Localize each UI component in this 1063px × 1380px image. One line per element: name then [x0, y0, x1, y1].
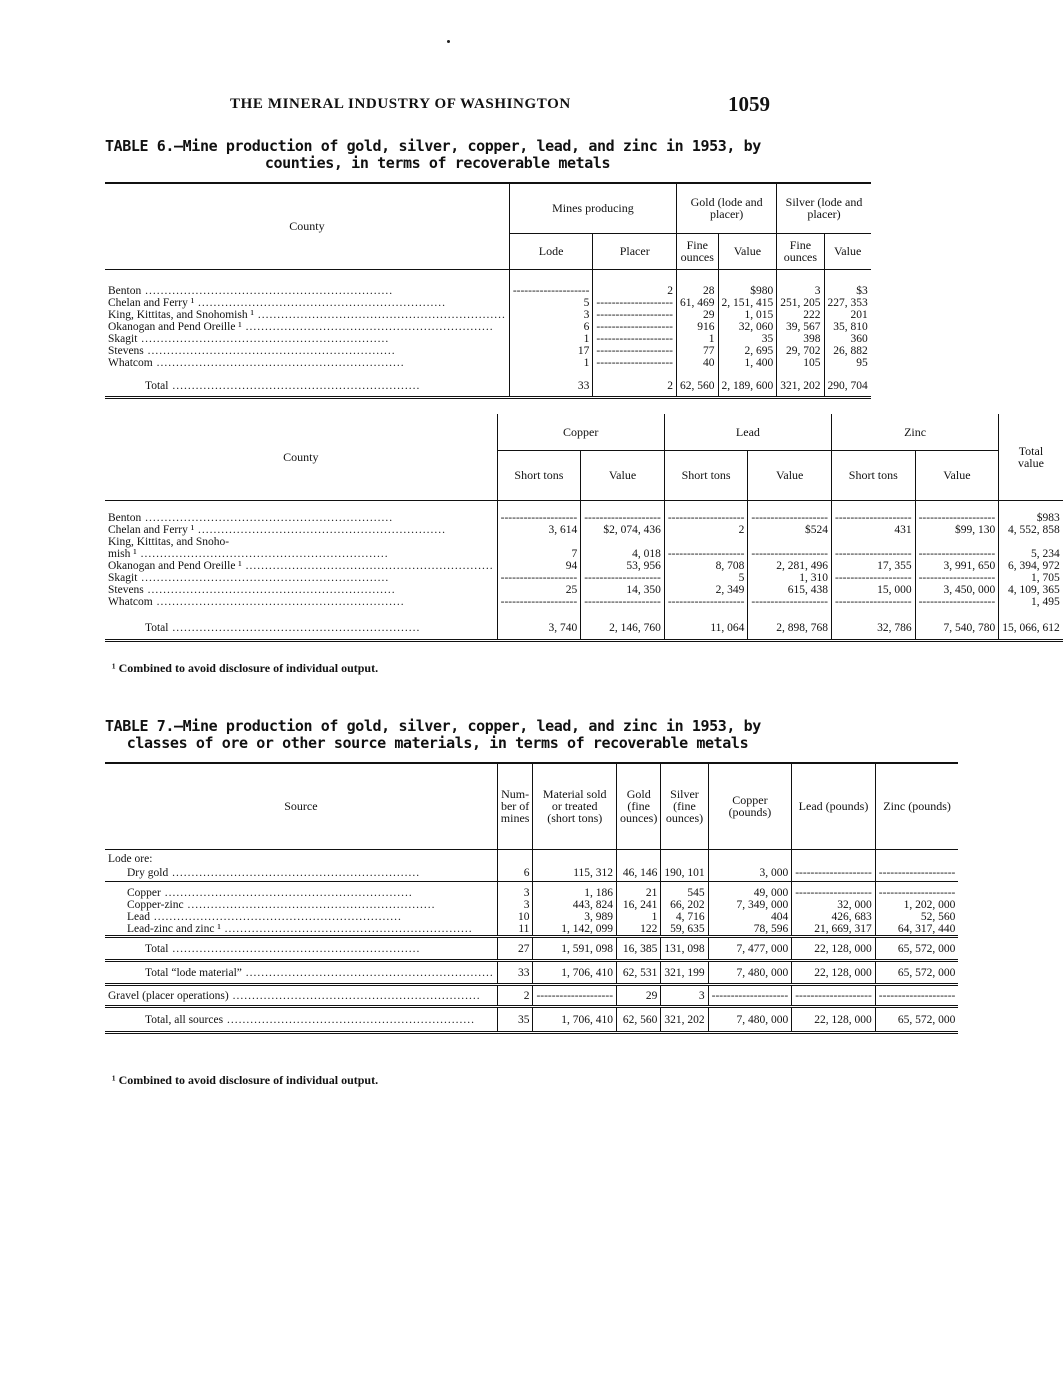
cell-material: 1, 142, 099 — [533, 923, 617, 937]
cell-silver: 59, 635 — [661, 923, 708, 937]
cell-copper — [708, 985, 792, 1007]
cell-gold_oz: 28 — [677, 285, 719, 297]
cell-placer — [593, 333, 677, 345]
table-row — [105, 357, 871, 369]
county-name: Skagit ..... — [105, 572, 497, 584]
cell-pb_value — [748, 596, 832, 608]
cell-silver_value: $3 — [824, 285, 871, 297]
cell-placer — [593, 309, 677, 321]
cell-total: 1, 705 — [999, 572, 1063, 584]
cell-silver_oz: 29, 702 — [777, 345, 824, 357]
total-row — [105, 961, 958, 985]
county-name: Okanogan and Pend Oreille ¹ ..... — [105, 560, 497, 572]
cell-material: 443, 824 — [533, 899, 617, 911]
cell-zn_value — [915, 536, 999, 560]
table6-caption — [105, 138, 770, 172]
cell-zn_tons: 15, 000 — [832, 584, 916, 596]
total-silver-oz: 321, 202 — [777, 377, 824, 397]
county-name: King, Kittitas, and Snohomish ¹ ..... — [105, 309, 509, 321]
cell-gold_value: 1, 015 — [718, 309, 777, 321]
source-name: Total, all sources ..... — [105, 1007, 497, 1033]
cell-gold_value: 32, 060 — [718, 321, 777, 333]
cell-gold: 46, 146 — [617, 865, 661, 881]
cell-pb_value — [748, 512, 832, 524]
cell-gold_value: 2, 151, 415 — [718, 297, 777, 309]
cell-pb_value: 1, 310 — [748, 572, 832, 584]
cell-placer — [593, 321, 677, 333]
table-row — [105, 512, 1063, 524]
cell-silver: 131, 098 — [661, 937, 708, 961]
cell-zn_value — [915, 572, 999, 584]
col-silver-oz: Fine ounces — [777, 233, 824, 269]
cell-total: 1, 495 — [999, 596, 1063, 608]
cell-silver: 190, 101 — [661, 865, 708, 881]
total-label: Total — [145, 622, 169, 635]
table7-caption-line2: classes of ore or other source materials, in terms of recoverable metals — [126, 734, 749, 752]
cell-silver: 3 — [661, 985, 708, 1007]
cell-cu_tons — [497, 572, 581, 584]
cell-zinc: 65, 572, 000 — [875, 1007, 958, 1033]
lode-ore-heading: Lode ore: — [108, 853, 153, 865]
total-zn-value: 7, 540, 780 — [915, 618, 999, 640]
total-row — [105, 937, 958, 961]
county-name: Whatcom ..... — [105, 357, 509, 369]
cell-gold_oz: 29 — [677, 309, 719, 321]
cell-pb_tons: 5 — [664, 572, 748, 584]
cell-silver_value: 360 — [824, 333, 871, 345]
cell-cu_tons: 94 — [497, 560, 581, 572]
total-pb-tons: 11, 064 — [664, 618, 748, 640]
col-silver: Silver (fine ounces) — [661, 763, 708, 849]
table-row — [105, 297, 871, 309]
table-row — [105, 309, 871, 321]
table6-part2-total-row — [105, 618, 1063, 640]
cell-material: 3, 989 — [533, 911, 617, 923]
col-silver: Silver (lode and placer) — [777, 183, 871, 233]
cell-silver_oz: 3 — [777, 285, 824, 297]
cell-gold: 16, 241 — [617, 899, 661, 911]
col-placer: Placer — [593, 233, 677, 269]
county-name: Stevens ..... — [105, 584, 497, 596]
cell-silver_oz: 105 — [777, 357, 824, 369]
cell-lead — [792, 985, 876, 1007]
cell-copper: 7, 480, 000 — [708, 1007, 792, 1033]
cell-lode: 6 — [509, 321, 593, 333]
cell-zinc — [875, 985, 958, 1007]
cell-silver_oz: 39, 567 — [777, 321, 824, 333]
cell-silver: 545 — [661, 887, 708, 899]
cell-silver_value: 95 — [824, 357, 871, 369]
cell-total: 5, 234 — [999, 536, 1063, 560]
col-gold: Gold (lode and placer) — [677, 183, 777, 233]
cell-zinc: 65, 572, 000 — [875, 961, 958, 985]
county-name: King, Kittitas, and Snoho- mish ¹ ..... — [105, 536, 497, 560]
cell-zn_value: $99, 130 — [915, 524, 999, 536]
table-row — [105, 584, 1063, 596]
county-name: Benton ..... — [105, 285, 509, 297]
cell-gold_oz: 916 — [677, 321, 719, 333]
cell-mines: 10 — [497, 911, 533, 923]
cell-gold_value: $980 — [718, 285, 777, 297]
cell-placer — [593, 345, 677, 357]
cell-gold_oz: 40 — [677, 357, 719, 369]
cell-zinc: 1, 202, 000 — [875, 899, 958, 911]
total-total-value: 15, 066, 612 — [999, 618, 1063, 640]
table-row — [105, 572, 1063, 584]
table6-part1-total-row — [105, 377, 871, 397]
col-source: Source — [105, 763, 497, 849]
cell-pb_value: $524 — [748, 524, 832, 536]
cell-zn_tons: 431 — [832, 524, 916, 536]
cell-gold_value: 1, 400 — [718, 357, 777, 369]
cell-pb_tons — [664, 512, 748, 524]
col-gold-value: Value — [718, 233, 777, 269]
cell-gold: 122 — [617, 923, 661, 937]
source-name: Total “lode material” ..... — [105, 961, 497, 985]
cell-copper: 404 — [708, 911, 792, 923]
county-name: Stevens ..... — [105, 345, 509, 357]
running-title: THE MINERAL INDUSTRY OF WASHINGTON — [230, 96, 571, 112]
cell-lead: 22, 128, 000 — [792, 1007, 876, 1033]
cell-pb_tons: 8, 708 — [664, 560, 748, 572]
cell-cu_value: 14, 350 — [581, 584, 665, 596]
col-lead: Lead (pounds) — [792, 763, 876, 849]
total-row — [105, 1007, 958, 1033]
cell-lead — [792, 887, 876, 899]
table-row — [105, 865, 958, 881]
cell-silver_oz: 222 — [777, 309, 824, 321]
total-pb-value: 2, 898, 768 — [748, 618, 832, 640]
table6-part1 — [105, 182, 871, 399]
cell-zn_tons: 17, 355 — [832, 560, 916, 572]
cell-material: 1, 186 — [533, 887, 617, 899]
cell-pb_value: 2, 281, 496 — [748, 560, 832, 572]
cell-lead: 21, 669, 317 — [792, 923, 876, 937]
cell-mines: 6 — [497, 865, 533, 881]
cell-mines: 35 — [497, 1007, 533, 1033]
cell-gold_value: 2, 695 — [718, 345, 777, 357]
cell-lode — [509, 285, 593, 297]
table-row — [105, 285, 871, 297]
cell-copper: 7, 480, 000 — [708, 961, 792, 985]
cell-lead: 22, 128, 000 — [792, 937, 876, 961]
table-row — [105, 333, 871, 345]
cell-cu_tons: 3, 614 — [497, 524, 581, 536]
cell-zinc — [875, 887, 958, 899]
cell-placer — [593, 297, 677, 309]
source-name: Dry gold ..... — [105, 865, 497, 881]
col-total-value: Total value — [999, 414, 1063, 500]
col-material: Material sold or treated (short tons) — [533, 763, 617, 849]
table7-caption — [105, 718, 770, 752]
cell-zinc: 52, 560 — [875, 911, 958, 923]
cell-copper: 7, 477, 000 — [708, 937, 792, 961]
col-gold-oz: Fine ounces — [677, 233, 719, 269]
table-row — [105, 596, 1063, 608]
total-gold-oz: 62, 560 — [677, 377, 719, 397]
total-label: Total — [145, 380, 169, 393]
table6-footnote: ¹ Combined to avoid disclosure of individual output. — [112, 661, 379, 675]
cell-silver: 321, 199 — [661, 961, 708, 985]
county-name: Benton ..... — [105, 512, 497, 524]
col-zn-value: Value — [915, 450, 999, 500]
cell-total: 6, 394, 972 — [999, 560, 1063, 572]
col-zinc: Zinc (pounds) — [875, 763, 958, 849]
cell-copper: 3, 000 — [708, 865, 792, 881]
cell-lode: 1 — [509, 333, 593, 345]
cell-lead: 426, 683 — [792, 911, 876, 923]
table6-part2 — [105, 414, 1063, 642]
table6-caption-line2: counties, in terms of recoverable metals — [264, 154, 611, 172]
col-silver-value: Value — [824, 233, 871, 269]
cell-cu_value: $2, 074, 436 — [581, 524, 665, 536]
col-county: County — [105, 183, 509, 269]
cell-material: 1, 706, 410 — [533, 1007, 617, 1033]
cell-gold_oz: 77 — [677, 345, 719, 357]
cell-mines: 11 — [497, 923, 533, 937]
source-name: Copper ..... — [105, 887, 497, 899]
col-pb-tons: Short tons — [664, 450, 748, 500]
table-row — [105, 985, 958, 1007]
cell-cu_value — [581, 596, 665, 608]
table-row — [105, 887, 958, 899]
cell-zn_value — [915, 512, 999, 524]
table-row — [105, 524, 1063, 536]
source-name: Copper-zinc ..... — [105, 899, 497, 911]
cell-silver_value: 227, 353 — [824, 297, 871, 309]
cell-zn_tons — [832, 512, 916, 524]
col-copper: Copper — [497, 414, 664, 450]
cell-cu_tons — [497, 512, 581, 524]
cell-copper: 78, 596 — [708, 923, 792, 937]
col-pb-value: Value — [748, 450, 832, 500]
cell-gold_oz: 1 — [677, 333, 719, 345]
cell-zn_tons — [832, 596, 916, 608]
cell-silver_value: 201 — [824, 309, 871, 321]
cell-pb_tons — [664, 536, 748, 560]
cell-zn_tons — [832, 572, 916, 584]
county-name: Chelan and Ferry ¹ ..... — [105, 297, 509, 309]
source-name: Lead-zinc and zinc ¹ ..... — [105, 923, 497, 937]
cell-zinc: 65, 572, 000 — [875, 937, 958, 961]
cell-material: 1, 591, 098 — [533, 937, 617, 961]
cell-lode: 17 — [509, 345, 593, 357]
running-head — [105, 92, 770, 118]
col-copper: Copper (pounds) — [708, 763, 792, 849]
total-gold-value: 2, 189, 600 — [718, 377, 777, 397]
col-zn-tons: Short tons — [832, 450, 916, 500]
cell-zn_value: 3, 450, 000 — [915, 584, 999, 596]
col-mines-producing: Mines producing — [509, 183, 676, 233]
cell-gold_value: 35 — [718, 333, 777, 345]
col-zinc: Zinc — [832, 414, 999, 450]
cell-silver_oz: 251, 205 — [777, 297, 824, 309]
cell-lode: 3 — [509, 309, 593, 321]
total-silver-value: 290, 704 — [824, 377, 871, 397]
cell-material: 115, 312 — [533, 865, 617, 881]
cell-copper: 7, 349, 000 — [708, 899, 792, 911]
cell-gold: 1 — [617, 911, 661, 923]
cell-zinc: 64, 317, 440 — [875, 923, 958, 937]
table7-footnote: ¹ Combined to avoid disclosure of individual output. — [112, 1073, 379, 1087]
cell-pb_tons: 2, 349 — [664, 584, 748, 596]
county-name: Okanogan and Pend Oreille ¹ ..... — [105, 321, 509, 333]
cell-gold: 16, 385 — [617, 937, 661, 961]
county-name: Whatcom ..... — [105, 596, 497, 608]
table7 — [105, 762, 958, 1034]
source-name: Lead ..... — [105, 911, 497, 923]
table-row — [105, 560, 1063, 572]
cell-total: $983 — [999, 512, 1063, 524]
col-gold: Gold (fine ounces) — [617, 763, 661, 849]
table-row — [105, 345, 871, 357]
cell-pb_value: 615, 438 — [748, 584, 832, 596]
source-name: Total ..... — [105, 937, 497, 961]
cell-placer: 2 — [593, 285, 677, 297]
table-row — [105, 321, 871, 333]
cell-gold_oz: 61, 469 — [677, 297, 719, 309]
cell-gold: 62, 531 — [617, 961, 661, 985]
total-zn-tons: 32, 786 — [832, 618, 916, 640]
cell-cu_tons: 25 — [497, 584, 581, 596]
cell-silver: 321, 202 — [661, 1007, 708, 1033]
table-row — [105, 911, 958, 923]
cell-lead — [792, 865, 876, 881]
col-lead: Lead — [664, 414, 831, 450]
table-row — [105, 923, 958, 937]
cell-mines: 3 — [497, 899, 533, 911]
table-row — [105, 536, 1063, 560]
cell-silver_value: 35, 810 — [824, 321, 871, 333]
cell-zinc — [875, 865, 958, 881]
total-cu-tons: 3, 740 — [497, 618, 581, 640]
county-name: Skagit ..... — [105, 333, 509, 345]
cell-zn_tons — [832, 536, 916, 560]
cell-pb_value — [748, 536, 832, 560]
cell-silver_value: 26, 882 — [824, 345, 871, 357]
cell-cu_value — [581, 512, 665, 524]
col-cu-value: Value — [581, 450, 665, 500]
table7-caption-line1: TABLE 7.—Mine production of gold, silver, copper, lead, and zinc in 1953, by — [105, 717, 761, 735]
cell-silver: 4, 716 — [661, 911, 708, 923]
speck — [447, 40, 450, 43]
col-lode: Lode — [509, 233, 593, 269]
cell-pb_tons: 2 — [664, 524, 748, 536]
cell-gold: 62, 560 — [617, 1007, 661, 1033]
col-cu-tons: Short tons — [497, 450, 581, 500]
cell-cu_value: 53, 956 — [581, 560, 665, 572]
col-mines: Num- ber of mines — [497, 763, 533, 849]
source-name: Gravel (placer operations) ..... — [105, 985, 497, 1007]
cell-lead: 32, 000 — [792, 899, 876, 911]
col-county: County — [105, 414, 497, 500]
total-placer: 2 — [593, 377, 677, 397]
total-lode: 33 — [509, 377, 593, 397]
total-cu-value: 2, 146, 760 — [581, 618, 665, 640]
cell-cu_tons: 7 — [497, 536, 581, 560]
cell-lead: 22, 128, 000 — [792, 961, 876, 985]
cell-material: 1, 706, 410 — [533, 961, 617, 985]
cell-mines: 27 — [497, 937, 533, 961]
cell-cu_tons — [497, 596, 581, 608]
cell-cu_value: 4, 018 — [581, 536, 665, 560]
cell-silver: 66, 202 — [661, 899, 708, 911]
county-name: Chelan and Ferry ¹ ..... — [105, 524, 497, 536]
cell-gold: 21 — [617, 887, 661, 899]
cell-material — [533, 985, 617, 1007]
cell-placer — [593, 357, 677, 369]
cell-silver_oz: 398 — [777, 333, 824, 345]
cell-mines: 2 — [497, 985, 533, 1007]
table6-caption-line1: TABLE 6.—Mine production of gold, silver, copper, lead, and zinc in 1953, by — [105, 137, 761, 155]
cell-cu_value — [581, 572, 665, 584]
cell-pb_tons — [664, 596, 748, 608]
cell-lode: 5 — [509, 297, 593, 309]
cell-lode: 1 — [509, 357, 593, 369]
cell-gold: 29 — [617, 985, 661, 1007]
cell-mines: 3 — [497, 887, 533, 899]
cell-zn_value: 3, 991, 650 — [915, 560, 999, 572]
table-row — [105, 899, 958, 911]
cell-copper: 49, 000 — [708, 887, 792, 899]
cell-total: 4, 109, 365 — [999, 584, 1063, 596]
page-number: 1059 — [728, 92, 770, 116]
cell-total: 4, 552, 858 — [999, 524, 1063, 536]
cell-mines: 33 — [497, 961, 533, 985]
cell-zn_value — [915, 596, 999, 608]
